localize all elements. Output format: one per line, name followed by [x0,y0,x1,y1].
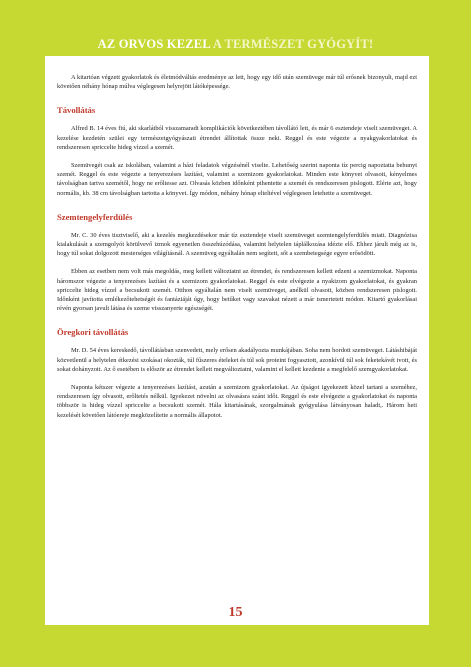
paragraph: Mr. C. 30 éves tisztviselő, aki a kezelés megkezdésekor már tíz esztendeje viselt szemüveget szemtengelyferdülés miatt. Diagnózisa kialakulását a szemgolyót körülvevő izmok egyenetlen összehúzódása, valamint helytelen táplálkozása idézte elő. Ehhez járult még az is, hogy túl sokat dolgozott mesterséges világításnál. A szemüveg egyáltalán nem segített, sőt a szembetegsége egyre erősödött. [57,231,417,258]
paragraph: Mr. D. 54 éves kereskedő, távollátásban szenvedett, mely erősen akadályozta munkájában. Soha nem hordott szemüveget. Látáshibáját közvetlenül a helytelen étkezési szokásai okozták, túl fűszeres ételeket és túl sok proteint fogyasztott, azonkívül túl sok feketekávét ivott, és sokat dohányzott. Az ő esetében is először az étrendet kellett megváltoztatni, valamint el kellett kezdenie a megfelelő szemgyakorlatokat. [57,347,417,373]
section-heading: Szemtengelyferdülés [57,211,133,222]
paragraph: Ebben az esetben nem volt más megoldás, meg kellett változtatni az étrendet, és rendszeresen kellett edzeni a szemizmokat. Naponta háromszor végezte a tenyerezéses lazítást és a szemizom gyakorlatokat. Reggel és este elvégezte a nyakizom gyakorlatokat, és gyakran spriccelte hideg vízzel a becsukott szemét. Otthon egyáltalán nem viselt szemüveget, anélkül olvasott, közben rendszeresen pislogott. Időnként javította emlékezőtehetségét és fantáziáját úgy, hogy betűket vagy szavakat nézett a már ismertetett módon. Kitartó gyakorlásai révén gyorsan javult látása és szeme visszanyerte egészségét. [57,268,417,313]
article-body [57,73,417,429]
header-title-part1: AZ ORVOS KEZEL [97,37,211,51]
page-content-area [45,56,429,625]
paragraph: Szemüvegét csak az iskolában, valamint a házi feladatok végzésénél viselte. Lehetőség szerint naponta tíz percig napoztatta behunyt szemét. Reggel és este végezte a tenyerezéses lazítást, valamint a szemizom gyakorlatokat. Minden este könyvet olvasott, kényelmes távolságban tartva szemétől, hogy ne erőltesse azt. Olvasás közben időnként pihentette a szemét és rendszeresen pislogott. Elérte azt, hogy normális, kb. 38 cm távolságban tartotta a könyvet. Így módon, néhány hónap elteltével véglegesen letehette a szemüveget. [57,162,417,197]
page-number: 15 [228,605,243,620]
section-heading: Öregkori távollátás [57,327,129,338]
section-heading: Távollátás [57,105,96,116]
paragraph: Naponta kétszer végezte a tenyerezéses lazítást, azután a szemizom gyakorlatokat. Az újságot igyekezett közel tartani a szeméhez, rendszeresen így olvasott, erőltetés nélkül. Igyekezet növelni az olvasásra szánt időt. Reggel és este elvégezte a gyakorlatokat és naponta többször is hideg vízzel spriccelte a becsukott szemét. Hála kitartásának, szorgalmának gyógyulása látványosan haladt,. Három heti kezelését követően látóereje megközelítette a normális állapotot. [57,384,417,419]
header-band [0,0,471,56]
paragraph: Alfred B. 14 éves fiú, aki skarlátból visszamaradt komplikációk következtében távollátó lett, és már 6 esztendeje viselt szemüveget. A kezelése kezdetén szülei egy természetgyógyászati étrendet állítottak össze neki. Reggel és este végezte a nyakgyakorlatokat és rendszeresen spriccelte hideg vízzel a szemét. [57,125,417,151]
header-title-part2: A TERMÉSZET GYÓGYÍT! [210,37,374,51]
intro-paragraph: A kitartóan végzett gyakorlatok és életmódváltás eredménye az lett, hogy egy idő után szemüvege már túl erősnek bizonyult, majd ezt követően néhány hónap múlva véglegesen helyrejött látóképessége. [57,74,417,91]
page-header-title [0,37,471,52]
